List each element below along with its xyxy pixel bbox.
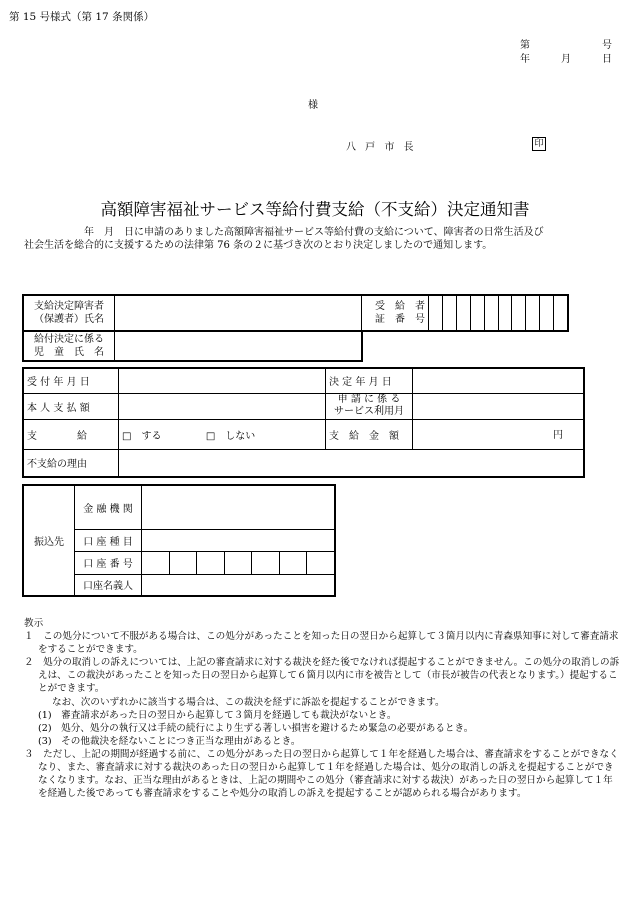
instructions (24, 617, 620, 800)
decision-date-label: 決 定 年 月 日 (326, 368, 413, 393)
decision-table (22, 367, 585, 478)
intro-line-2: 社会生活を総合的に支援するための法律第 76 条の２に基づき次のとおり決定しましたので通知します。 (24, 240, 493, 251)
decision-date-field[interactable] (413, 368, 585, 393)
reason-label: 不支給の理由 (23, 449, 119, 477)
document-title: 高額障害福祉サービス等給付費支給（不支給）決定通知書 (100, 200, 530, 219)
number-suffix: 号 (602, 40, 612, 51)
recipient-name-field[interactable] (115, 295, 362, 331)
instructions-heading: 教示 (24, 618, 44, 629)
child-table (22, 330, 363, 362)
instruction-2-note: なお、次のいずれかに該当する場合は、この裁決を経ずに訴訟を提起することができます。 (52, 696, 445, 708)
intro-text (24, 226, 614, 252)
issuer: 八 戸 市 長 (346, 142, 417, 153)
transfer-to-label: 振込先 (23, 485, 75, 596)
child-name-field[interactable] (115, 331, 363, 361)
received-date-label: 受 付 年 月 日 (23, 368, 119, 393)
yen-unit: 円 (553, 429, 563, 441)
instruction-2-item-1: (1) 審査請求があった日の翌日から起算して３箇月を経過しても裁決がないとき。 (38, 709, 397, 721)
self-payment-label: 本 人 支 払 額 (23, 393, 119, 419)
date-month: 月 (561, 54, 571, 65)
payment-amount-field[interactable] (413, 419, 585, 449)
instruction-2-item-3: (3) その他裁決を経ないことにつき正当な理由があるとき。 (38, 735, 301, 747)
document-number (520, 36, 612, 51)
certificate-number-field[interactable] (429, 295, 569, 331)
payment-label: 支 給 (23, 419, 119, 449)
recipient-table (22, 294, 569, 332)
date-day: 日 (602, 54, 612, 65)
document-date (520, 50, 612, 65)
intro-line-1: 年 月 日に申請のありました高額障害福祉サービス等給付費の支給について、障害者の日常生活及び (84, 227, 544, 238)
account-number-field[interactable] (142, 551, 336, 574)
seal-mark: 印 (532, 137, 546, 151)
bank-field[interactable] (142, 485, 336, 529)
received-date-field[interactable] (119, 368, 326, 393)
self-payment-field[interactable] (119, 393, 326, 419)
account-type-field[interactable] (142, 529, 336, 551)
account-number-label: 口 座 番 号 (75, 551, 142, 574)
payment-options (119, 419, 326, 449)
instruction-2: ２ 処分の取消しの訴えについては、上記の審査請求に対する裁決を経た後でなければ提起することができません。この処分の取消しの訴えは、この裁決があったことを知った日の翌日から起算して６箇月以内に市を被告として（市長が被告の代表となります。）提起することができます。 (24, 657, 620, 695)
form-reference: 第 15 号様式（第 17 条関係） (9, 11, 155, 23)
service-month-field[interactable] (413, 393, 585, 419)
number-prefix: 第 (520, 40, 530, 51)
instruction-3: ３ ただし、上記の期間が経過する前に、この処分があった日の翌日から起算して１年を経過した場合は、審査請求をすることができなくなり、また、審査請求に対する裁決のあった日の翌日から起算して１年を経過した場合は、処分の取消しの訴えを提起することができなくなります。なお、正当な理由があるときは、上記の期間やこの処分（審査請求に対する裁決）があった日の翌日から起算して１年を経過した後であっても審査請求をすることや処分の取消しの訴えを提起することが認められる場合があります。 (24, 748, 619, 800)
transfer-table (22, 484, 336, 597)
instruction-2-item-2: (2) 処分、処分の執行又は手続の続行により生ずる著しい損害を避けるため緊急の必要があるとき。 (38, 722, 474, 734)
service-month-label: 申 請 に 係 る サービス利用月 (326, 393, 413, 419)
recipient-name-label: 支給決定障害者 （保護者）氏名 (23, 295, 115, 331)
account-holder-label: 口座名義人 (75, 574, 142, 596)
certificate-number-label: 受 給 者 証 番 号 (362, 295, 429, 331)
payment-no-checkbox[interactable]: □ しない (205, 430, 256, 442)
payment-amount-label: 支 給 金 額 (326, 419, 413, 449)
child-name-label: 給付決定に係る 児 童 氏 名 (23, 331, 115, 361)
bank-label: 金 融 機 関 (75, 485, 142, 529)
date-year: 年 (520, 54, 530, 65)
payment-yes-checkbox[interactable]: □ する (122, 430, 162, 442)
reason-field[interactable] (119, 449, 585, 477)
account-type-label: 口 座 種 目 (75, 529, 142, 551)
account-holder-field[interactable] (142, 574, 336, 596)
instruction-1: １ この処分について不服がある場合は、この処分があったことを知った日の翌日から起算して３箇月以内に青森県知事に対して審査請求をすることができます。 (24, 631, 619, 656)
addressee-suffix: 様 (308, 100, 318, 111)
